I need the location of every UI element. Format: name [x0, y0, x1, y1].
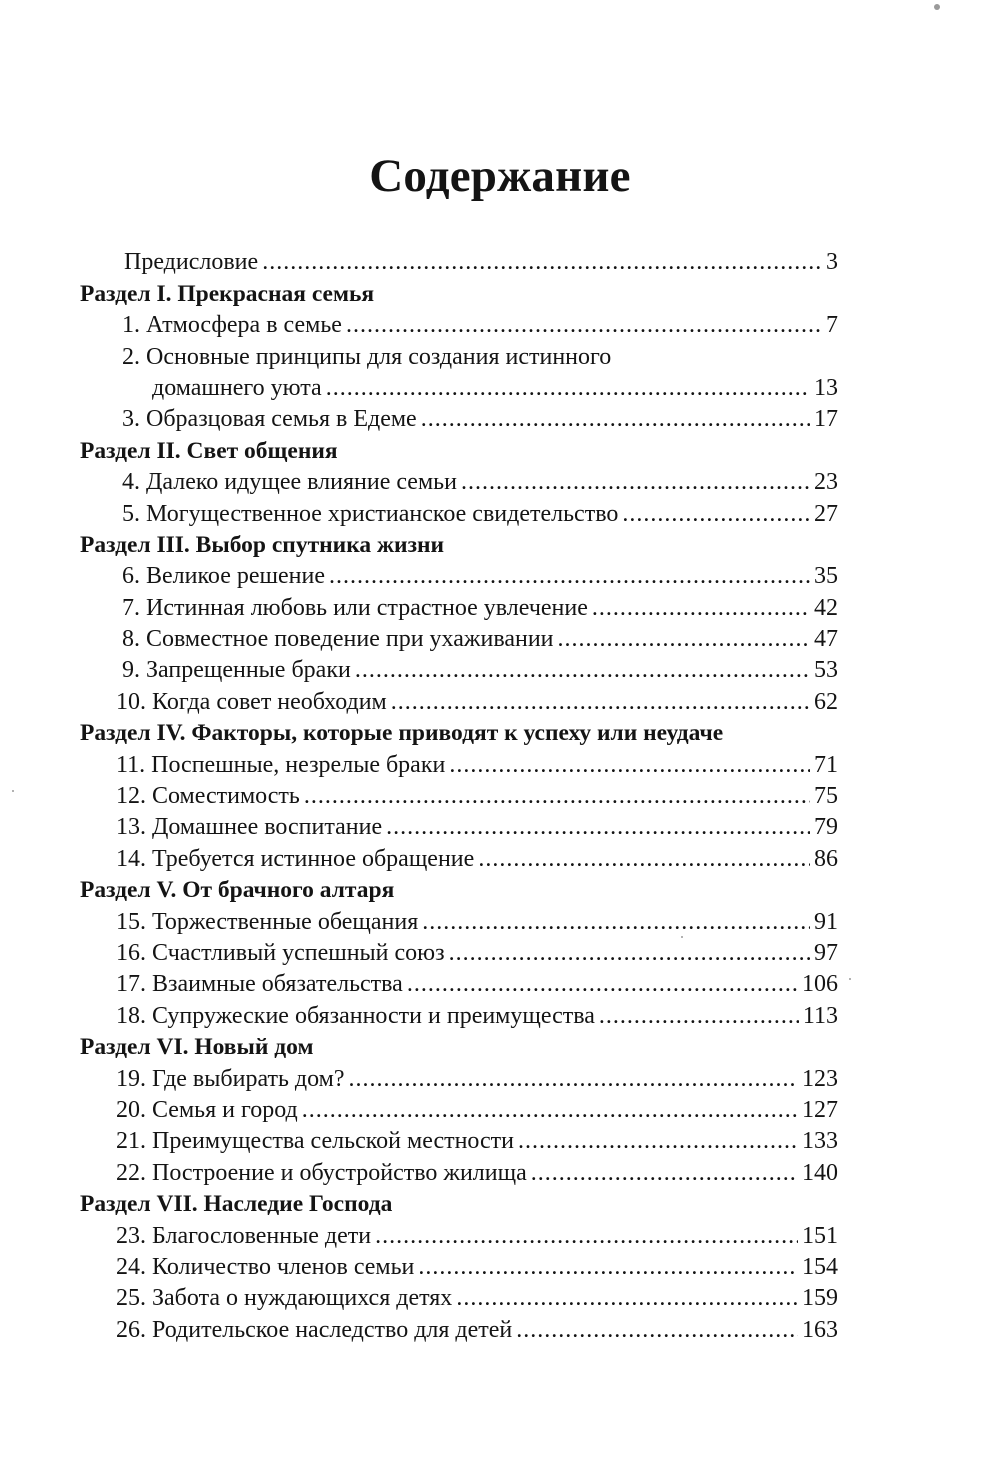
section-title: Раздел III. Выбор спутника жизни	[80, 531, 445, 558]
page-number: 97	[814, 939, 838, 966]
page-number: 163	[802, 1316, 838, 1343]
toc-section-heading	[80, 1030, 838, 1061]
dot-leader	[422, 908, 810, 936]
toc-entry	[80, 622, 838, 653]
page-number: 106	[802, 971, 838, 998]
toc-entry	[80, 1061, 838, 1092]
table-of-contents	[80, 245, 838, 1344]
dot-leader	[391, 688, 810, 716]
dot-leader	[449, 751, 810, 779]
dot-leader	[418, 1253, 798, 1281]
dot-leader	[622, 500, 810, 528]
toc-entry	[80, 402, 838, 433]
toc-entry	[80, 559, 838, 590]
toc-entry	[80, 339, 838, 370]
toc-section-heading	[80, 873, 838, 904]
entry-title: 10. Когда совет необходим	[116, 688, 387, 715]
toc-section-heading	[80, 528, 838, 559]
page-number: 23	[814, 469, 838, 496]
page-title: Содержание	[369, 150, 631, 202]
dot-leader	[421, 405, 810, 433]
dot-leader	[449, 939, 810, 967]
toc-entry	[80, 308, 838, 339]
page-number: 47	[814, 626, 838, 653]
dot-leader	[375, 1222, 798, 1250]
toc-section-heading	[80, 276, 838, 307]
dot-leader	[531, 1159, 798, 1187]
entry-title: 2. Основные принципы для создания истинного	[122, 343, 612, 370]
entry-title: Предисловие	[124, 249, 259, 276]
entry-title: 23. Благословенные дети	[116, 1222, 372, 1249]
entry-title: 25. Забота о нуждающихся детях	[116, 1285, 453, 1312]
entry-title: 9. Запрещенные браки	[122, 657, 351, 684]
toc-entry	[80, 904, 838, 935]
entry-title: 20. Семья и город	[116, 1096, 298, 1123]
page-number: 113	[802, 1002, 838, 1029]
page-number: 53	[814, 657, 838, 684]
page-number: 91	[814, 908, 838, 935]
entry-title: 4. Далеко идущее влияние семьи	[122, 469, 457, 496]
dot-leader	[518, 1127, 798, 1155]
section-title: Раздел II. Свет общения	[80, 437, 338, 464]
dot-leader	[386, 813, 810, 841]
dot-leader	[329, 562, 810, 590]
page-number: 62	[814, 688, 838, 715]
dot-leader	[302, 1096, 798, 1124]
page-number: 3	[826, 249, 838, 276]
page-number: 123	[802, 1065, 838, 1092]
page-number: 79	[814, 814, 838, 841]
dot-leader	[478, 845, 810, 873]
scan-speck	[12, 790, 14, 792]
dot-leader	[326, 374, 810, 402]
section-title: Раздел IV. Факторы, которые приводят к успеху или неудаче	[80, 720, 724, 747]
page-number: 27	[814, 500, 838, 527]
entry-title: 21. Преимущества сельской местности	[116, 1128, 515, 1155]
page-number: 127	[802, 1096, 838, 1123]
dot-leader	[262, 248, 822, 276]
scan-speck	[934, 4, 940, 10]
entry-title: 12. Соместимость	[116, 783, 300, 810]
toc-entry	[80, 1155, 838, 1186]
entry-title: 11. Поспешные, незрелые браки	[116, 751, 446, 778]
page-number: 75	[814, 783, 838, 810]
entry-title: 14. Требуется истинное обращение	[116, 845, 475, 872]
toc-entry	[80, 465, 838, 496]
toc-entry	[80, 747, 838, 778]
entry-title: 7. Истинная любовь или страстное увлечение	[122, 594, 588, 621]
toc-entry	[80, 245, 838, 276]
entry-title: 26. Родительское наследство для детей	[116, 1316, 513, 1343]
dot-leader	[461, 468, 810, 496]
toc-section-heading	[80, 433, 838, 464]
entry-title: домашнего уюта	[152, 374, 322, 401]
dot-leader	[456, 1284, 798, 1312]
toc-entry	[80, 967, 838, 998]
dot-leader	[304, 782, 810, 810]
section-title: Раздел VI. Новый дом	[80, 1034, 314, 1061]
toc-entry	[80, 684, 838, 715]
toc-entry	[80, 779, 838, 810]
scan-speck	[849, 978, 851, 980]
entry-title: 19. Где выбирать дом?	[116, 1065, 345, 1092]
dot-leader	[349, 1065, 798, 1093]
entry-title: 18. Супружеские обязанности и преимущества	[116, 1002, 595, 1029]
toc-entry	[80, 1312, 838, 1343]
toc-entry	[80, 936, 838, 967]
dot-leader	[558, 625, 810, 653]
page-number: 133	[802, 1128, 838, 1155]
page-number: 42	[814, 594, 838, 621]
page-number: 151	[802, 1222, 838, 1249]
page-number: 159	[802, 1285, 838, 1312]
entry-title: 8. Совместное поведение при ухаживании	[122, 626, 554, 653]
section-title: Раздел I. Прекрасная семья	[80, 280, 375, 307]
toc-entry	[80, 1218, 838, 1249]
dot-leader	[516, 1316, 798, 1344]
dot-leader	[592, 594, 810, 622]
entry-title: 22. Построение и обустройство жилища	[116, 1159, 527, 1186]
dot-leader	[599, 1002, 799, 1030]
toc-entry	[80, 371, 838, 402]
entry-title: 15. Торжественные обещания	[116, 908, 419, 935]
entry-title: 16. Счастливый успешный союз	[116, 939, 445, 966]
page-number: 71	[814, 751, 838, 778]
page-number: 35	[814, 563, 838, 590]
entry-title: 13. Домашнее воспитание	[116, 814, 383, 841]
toc-entry	[80, 1124, 838, 1155]
page-number: 7	[826, 312, 838, 339]
toc-section-heading	[80, 716, 838, 747]
entry-title: 6. Великое решение	[122, 563, 325, 590]
toc-section-heading	[80, 1187, 838, 1218]
toc-entry	[80, 653, 838, 684]
toc-entry	[80, 1093, 838, 1124]
entry-title: 1. Атмосфера в семье	[122, 312, 342, 339]
scan-speck	[681, 936, 683, 938]
toc-entry	[80, 590, 838, 621]
section-title: Раздел V. От брачного алтаря	[80, 877, 395, 904]
toc-entry	[80, 1250, 838, 1281]
page-number: 140	[802, 1159, 838, 1186]
toc-entry	[80, 841, 838, 872]
page-number: 13	[814, 374, 838, 401]
toc-entry	[80, 998, 838, 1029]
dot-leader	[407, 970, 798, 998]
toc-entry	[80, 810, 838, 841]
page-number: 86	[814, 845, 838, 872]
entry-title: 17. Взаимные обязательства	[116, 971, 403, 998]
entry-title: 24. Количество членов семьи	[116, 1253, 415, 1280]
dot-leader	[346, 311, 822, 339]
section-title: Раздел VII. Наследие Господа	[80, 1191, 393, 1218]
toc-entry	[80, 496, 838, 527]
dot-leader	[355, 656, 810, 684]
entry-title: 5. Могущественное христианское свидетельство	[122, 500, 619, 527]
page-number: 17	[814, 406, 838, 433]
entry-title: 3. Образцовая семья в Едеме	[122, 406, 417, 433]
page-number: 154	[802, 1253, 838, 1280]
toc-entry	[80, 1281, 838, 1312]
